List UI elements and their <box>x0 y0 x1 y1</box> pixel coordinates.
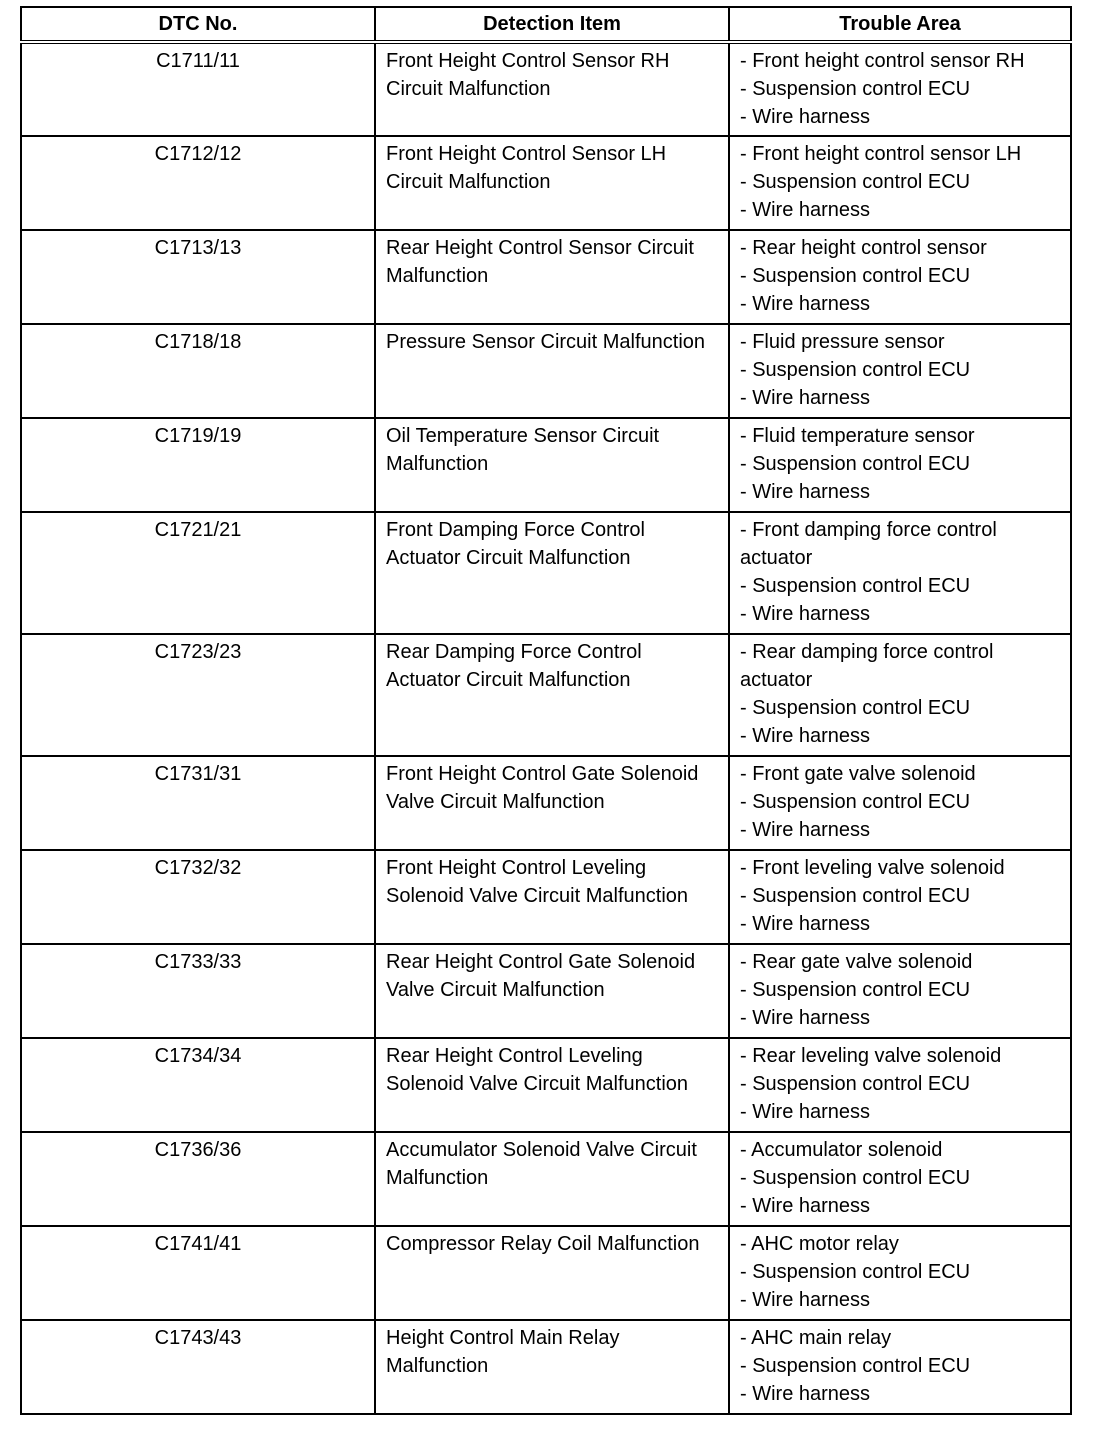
trouble-area-line: - Suspension control ECU <box>740 359 971 381</box>
trouble-area-line: - Rear damping force control actuator <box>740 641 994 691</box>
table-row <box>21 136 1071 230</box>
trouble-area-line: - Wire harness <box>740 1289 871 1311</box>
trouble-area-line: - Wire harness <box>740 1195 871 1217</box>
trouble-area-cell <box>729 1226 1071 1320</box>
trouble-area-line: - Front height control sensor LH <box>740 143 1022 165</box>
detection-item-cell: Pressure Sensor Circuit Malfunction <box>375 324 729 418</box>
trouble-area-cell <box>729 1132 1071 1226</box>
trouble-area-line: - Front height control sensor RH <box>740 50 1025 72</box>
trouble-area-line: - Wire harness <box>740 199 871 221</box>
dtc-code-cell: C1741/41 <box>21 1226 375 1320</box>
table-row <box>21 634 1071 756</box>
dtc-code-cell: C1732/32 <box>21 850 375 944</box>
table-row <box>21 1226 1071 1320</box>
header-trouble-area: Trouble Area <box>729 7 1071 42</box>
trouble-area-cell <box>729 324 1071 418</box>
dtc-code-cell: C1731/31 <box>21 756 375 850</box>
trouble-area-line: - Suspension control ECU <box>740 791 971 813</box>
trouble-area-line: - Wire harness <box>740 387 871 409</box>
detection-item-cell: Front Height Control Leveling Solenoid Valve Circuit Malfunction <box>375 850 729 944</box>
detection-item-cell: Oil Temperature Sensor Circuit Malfunction <box>375 418 729 512</box>
table-row <box>21 756 1071 850</box>
trouble-area-line: - Rear height control sensor <box>740 237 987 259</box>
trouble-area-cell <box>729 944 1071 1038</box>
trouble-area-line: - Suspension control ECU <box>740 575 971 597</box>
table-row <box>21 230 1071 324</box>
detection-item-cell: Front Damping Force Control Actuator Circuit Malfunction <box>375 512 729 634</box>
table-row <box>21 1320 1071 1414</box>
trouble-area-line: - Front damping force control actuator <box>740 519 997 569</box>
trouble-area-line: - Rear leveling valve solenoid <box>740 1045 1002 1067</box>
trouble-area-line: - Wire harness <box>740 481 871 503</box>
trouble-area-line: - Rear gate valve solenoid <box>740 951 973 973</box>
trouble-area-cell <box>729 756 1071 850</box>
trouble-area-line: - Wire harness <box>740 293 871 315</box>
dtc-code-cell: C1721/21 <box>21 512 375 634</box>
trouble-area-cell <box>729 136 1071 230</box>
header-detection-item: Detection Item <box>375 7 729 42</box>
dtc-code-cell: C1734/34 <box>21 1038 375 1132</box>
detection-item-cell: Front Height Control Gate Solenoid Valve Circuit Malfunction <box>375 756 729 850</box>
trouble-area-line: - Suspension control ECU <box>740 979 971 1001</box>
trouble-area-line: - Suspension control ECU <box>740 1167 971 1189</box>
trouble-area-line: - Wire harness <box>740 106 871 128</box>
dtc-code-cell: C1733/33 <box>21 944 375 1038</box>
trouble-area-line: - AHC motor relay <box>740 1233 899 1255</box>
detection-item-cell: Height Control Main Relay Malfunction <box>375 1320 729 1414</box>
dtc-code-cell: C1723/23 <box>21 634 375 756</box>
trouble-area-cell <box>729 634 1071 756</box>
trouble-area-line: - Wire harness <box>740 725 871 747</box>
table-row <box>21 850 1071 944</box>
detection-item-cell: Compressor Relay Coil Malfunction <box>375 1226 729 1320</box>
table-header <box>21 7 1071 42</box>
trouble-area-line: - Suspension control ECU <box>740 265 971 287</box>
trouble-area-cell <box>729 418 1071 512</box>
table-row <box>21 944 1071 1038</box>
dtc-code-cell: C1711/11 <box>21 42 375 136</box>
trouble-area-line: - Accumulator solenoid <box>740 1139 943 1161</box>
trouble-area-line: - Suspension control ECU <box>740 1073 971 1095</box>
dtc-code-cell: C1718/18 <box>21 324 375 418</box>
trouble-area-line: - Wire harness <box>740 1101 871 1123</box>
trouble-area-line: - Suspension control ECU <box>740 453 971 475</box>
dtc-table <box>20 6 1072 1415</box>
trouble-area-line: - Wire harness <box>740 1383 871 1405</box>
trouble-area-line: - Wire harness <box>740 913 871 935</box>
trouble-area-line: - Fluid pressure sensor <box>740 331 945 353</box>
trouble-area-line: - AHC main relay <box>740 1327 892 1349</box>
table-body <box>21 42 1071 1414</box>
detection-item-cell: Rear Height Control Gate Solenoid Valve Circuit Malfunction <box>375 944 729 1038</box>
dtc-code-cell: C1736/36 <box>21 1132 375 1226</box>
trouble-area-line: - Wire harness <box>740 819 871 841</box>
trouble-area-line: - Suspension control ECU <box>740 171 971 193</box>
detection-item-cell: Rear Height Control Leveling Solenoid Valve Circuit Malfunction <box>375 1038 729 1132</box>
trouble-area-line: - Suspension control ECU <box>740 697 971 719</box>
trouble-area-line: - Suspension control ECU <box>740 1355 971 1377</box>
dtc-code-cell: C1712/12 <box>21 136 375 230</box>
detection-item-cell: Front Height Control Sensor LH Circuit Malfunction <box>375 136 729 230</box>
trouble-area-line: - Suspension control ECU <box>740 1261 971 1283</box>
trouble-area-cell <box>729 850 1071 944</box>
table-row <box>21 1132 1071 1226</box>
trouble-area-line: - Front gate valve solenoid <box>740 763 976 785</box>
header-dtc-no: DTC No. <box>21 7 375 42</box>
trouble-area-line: - Front leveling valve solenoid <box>740 857 1005 879</box>
trouble-area-cell <box>729 1038 1071 1132</box>
trouble-area-line: - Wire harness <box>740 603 871 625</box>
table-row <box>21 512 1071 634</box>
trouble-area-line: - Wire harness <box>740 1007 871 1029</box>
trouble-area-cell <box>729 230 1071 324</box>
dtc-code-cell: C1719/19 <box>21 418 375 512</box>
detection-item-cell: Rear Height Control Sensor Circuit Malfunction <box>375 230 729 324</box>
trouble-area-line: - Suspension control ECU <box>740 78 971 100</box>
detection-item-cell: Accumulator Solenoid Valve Circuit Malfunction <box>375 1132 729 1226</box>
table-row <box>21 324 1071 418</box>
dtc-code-cell: C1713/13 <box>21 230 375 324</box>
table-row <box>21 42 1071 136</box>
trouble-area-line: - Fluid temperature sensor <box>740 425 975 447</box>
dtc-code-cell: C1743/43 <box>21 1320 375 1414</box>
trouble-area-line: - Suspension control ECU <box>740 885 971 907</box>
table-row <box>21 418 1071 512</box>
detection-item-cell: Rear Damping Force Control Actuator Circuit Malfunction <box>375 634 729 756</box>
detection-item-cell: Front Height Control Sensor RH Circuit Malfunction <box>375 42 729 136</box>
header-row <box>21 7 1071 42</box>
trouble-area-cell <box>729 42 1071 136</box>
trouble-area-cell <box>729 512 1071 634</box>
trouble-area-cell <box>729 1320 1071 1414</box>
table-row <box>21 1038 1071 1132</box>
